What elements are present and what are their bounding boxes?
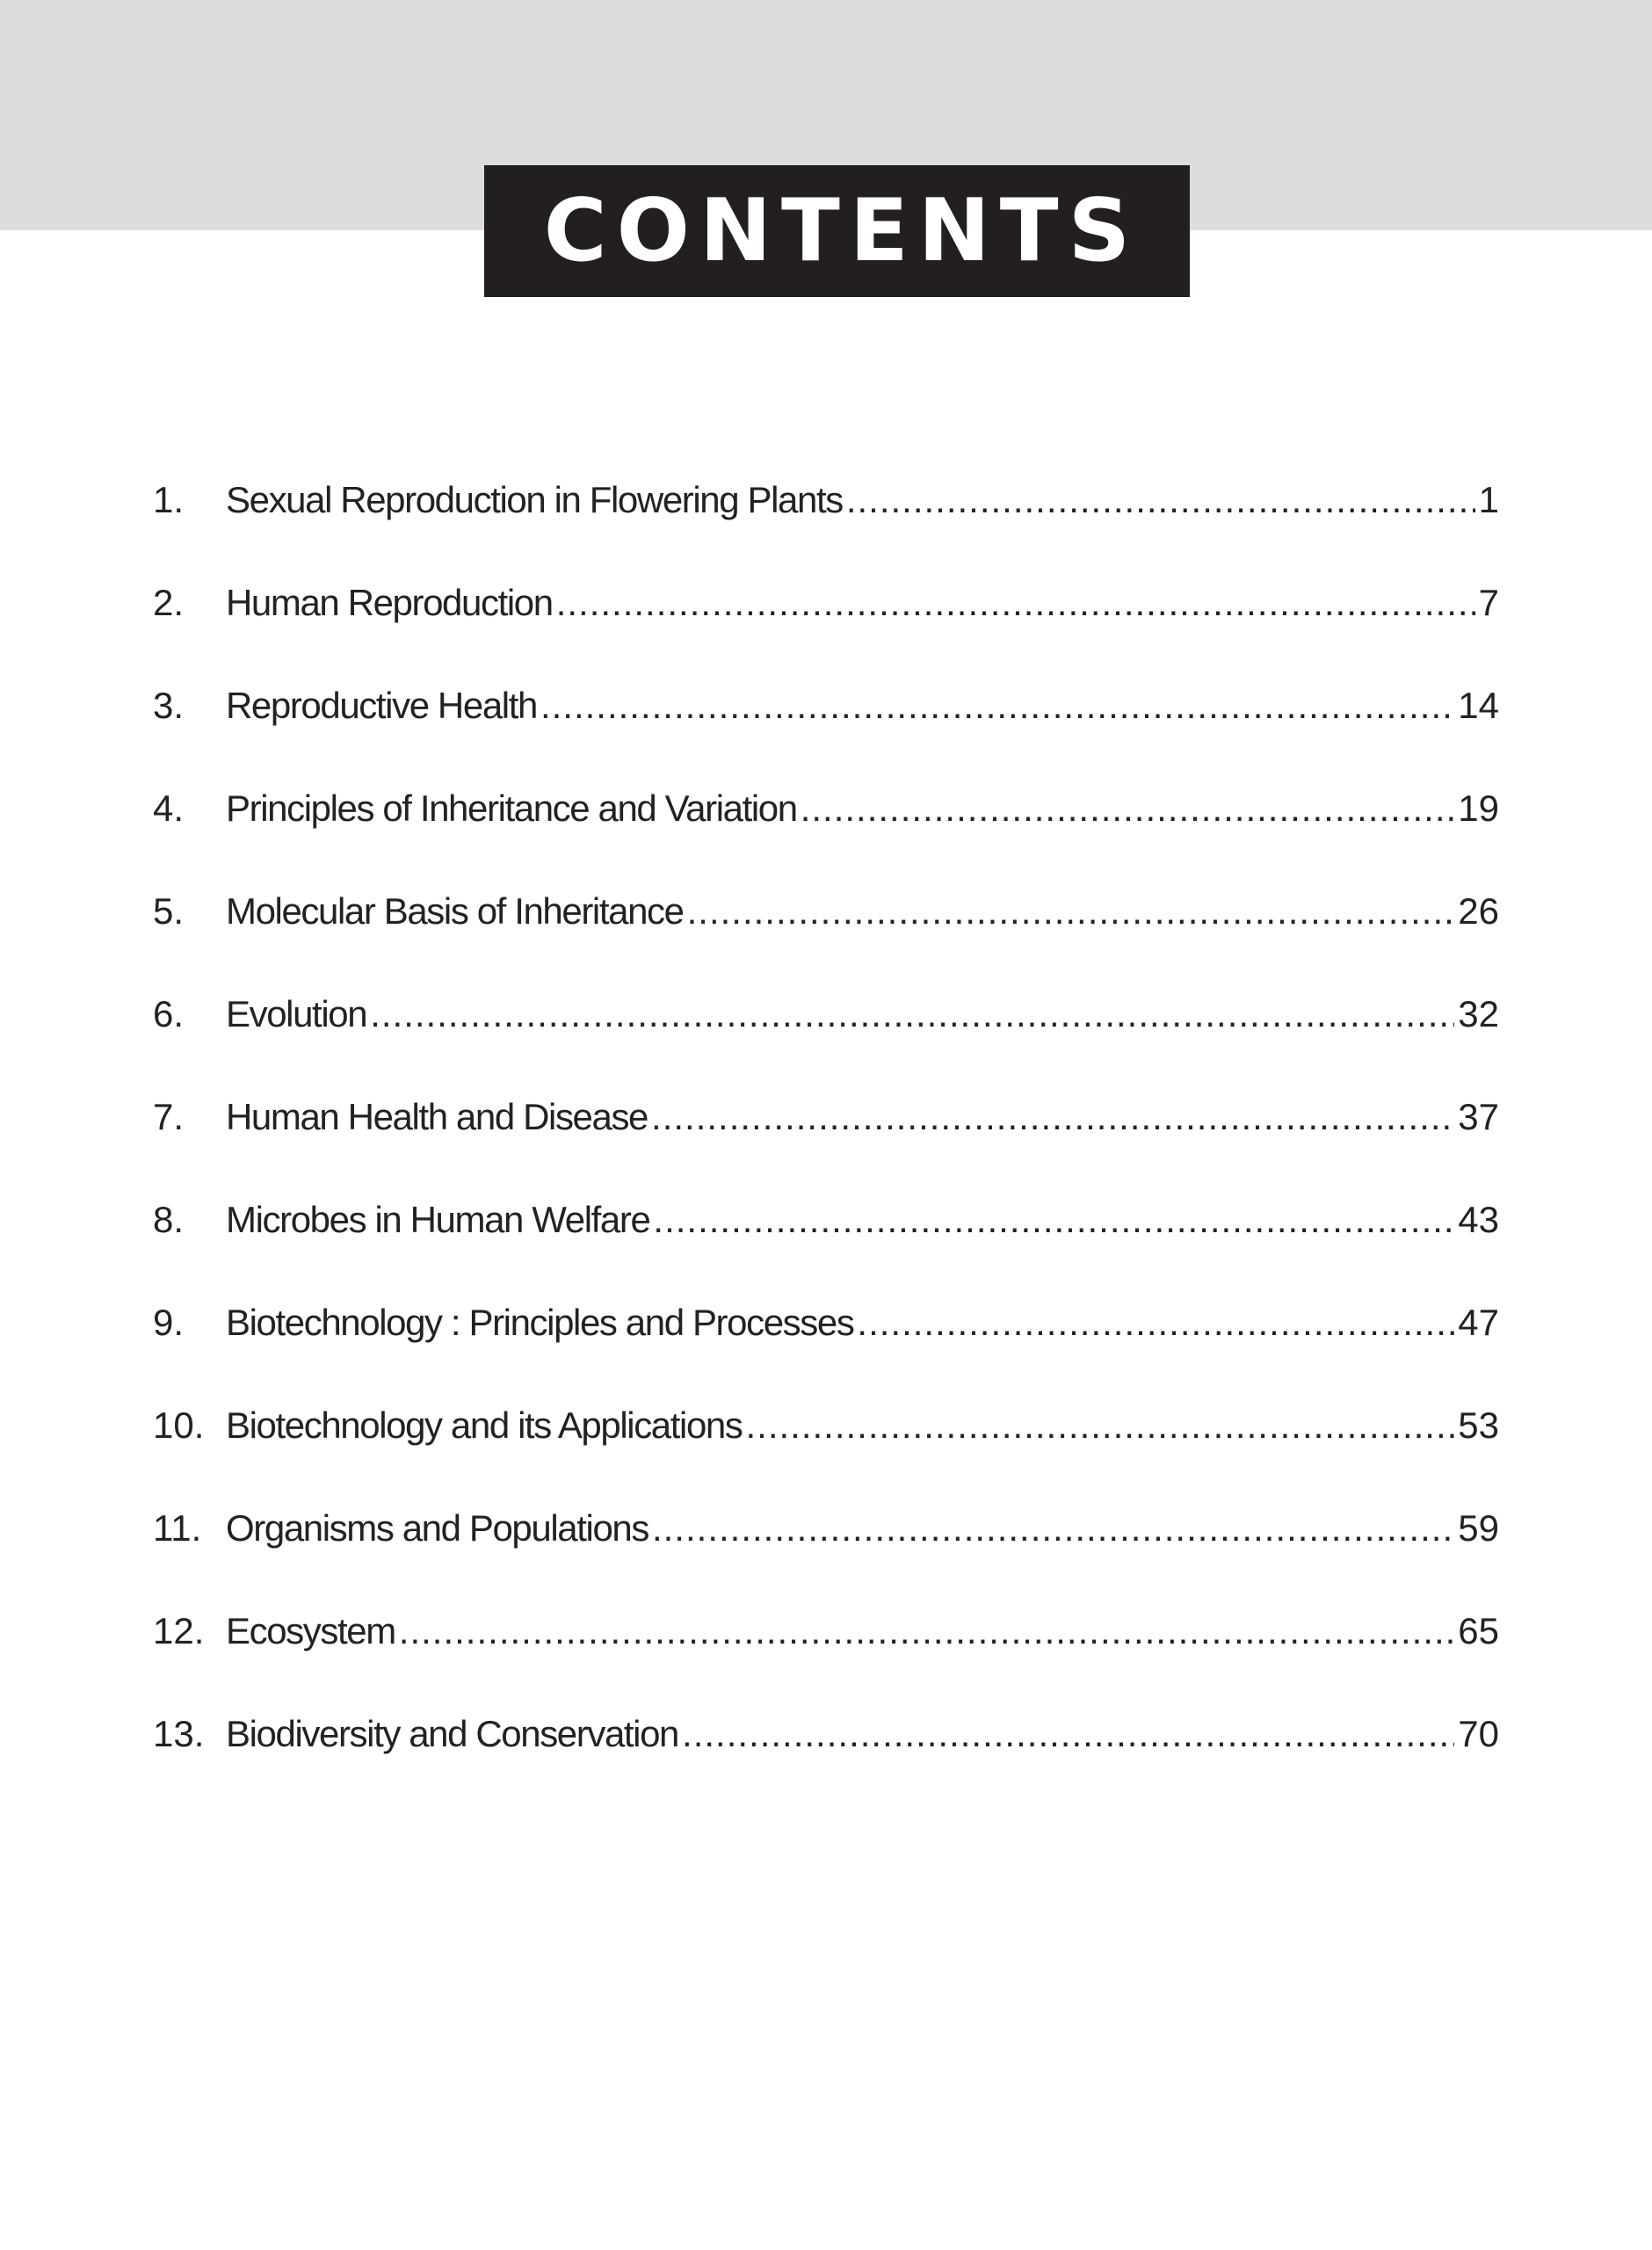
toc-entry-title: Ecosystem xyxy=(226,1609,395,1651)
table-of-contents xyxy=(153,448,1499,1785)
toc-dot-leader xyxy=(801,790,1455,827)
toc-entry-page: 59 xyxy=(1458,1506,1499,1549)
toc-dot-leader xyxy=(556,584,1475,621)
toc-entry-number: 9. xyxy=(153,1301,185,1343)
toc-dot-leader xyxy=(687,893,1455,930)
toc-entry-page: 1 xyxy=(1478,478,1499,520)
toc-entry[interactable] xyxy=(153,1682,1499,1785)
toc-entry-title: Reproductive Health xyxy=(226,684,537,726)
toc-entry-number: 10. xyxy=(153,1404,205,1446)
toc-entry-page: 19 xyxy=(1458,787,1499,829)
toc-entry-number: 12. xyxy=(153,1609,205,1651)
toc-dot-leader xyxy=(370,996,1454,1033)
toc-entry[interactable] xyxy=(153,1271,1499,1374)
toc-entry[interactable] xyxy=(153,860,1499,962)
toc-dot-leader xyxy=(540,687,1454,724)
toc-entry-page: 53 xyxy=(1458,1404,1499,1446)
toc-entry-title: Human Health and Disease xyxy=(226,1095,648,1137)
toc-entry-page: 32 xyxy=(1458,992,1499,1034)
page-title: CONTENTS xyxy=(543,181,1141,281)
toc-entry-number: 8. xyxy=(153,1198,185,1240)
toc-dot-leader xyxy=(682,1716,1454,1753)
toc-entry-title: Molecular Basis of Inheritance xyxy=(226,889,684,932)
toc-dot-leader xyxy=(746,1407,1455,1444)
toc-entry-page: 14 xyxy=(1458,684,1499,726)
toc-dot-leader xyxy=(846,482,1475,519)
toc-entry-number: 6. xyxy=(153,992,185,1034)
toc-entry-number: 3. xyxy=(153,684,185,726)
toc-entry-title: Microbes in Human Welfare xyxy=(226,1198,650,1240)
toc-entry[interactable] xyxy=(153,654,1499,757)
toc-entry[interactable] xyxy=(153,551,1499,654)
toc-entry-title: Sexual Reproduction in Flowering Plants xyxy=(226,478,843,520)
toc-entry-page: 43 xyxy=(1458,1198,1499,1240)
toc-entry-title: Biodiversity and Conservation xyxy=(226,1712,679,1754)
toc-dot-leader xyxy=(857,1304,1454,1341)
toc-entry-number: 2. xyxy=(153,581,185,623)
toc-entry[interactable] xyxy=(153,1168,1499,1271)
toc-entry-title: Human Reproduction xyxy=(226,581,553,623)
toc-entry-number: 4. xyxy=(153,787,185,829)
toc-entry[interactable] xyxy=(153,1579,1499,1682)
toc-entry[interactable] xyxy=(153,1065,1499,1168)
toc-entry[interactable] xyxy=(153,1374,1499,1477)
toc-entry-page: 70 xyxy=(1458,1712,1499,1754)
toc-entry[interactable] xyxy=(153,1477,1499,1579)
toc-entry-title: Evolution xyxy=(226,992,367,1034)
toc-entry-page: 65 xyxy=(1458,1609,1499,1651)
toc-entry-number: 13. xyxy=(153,1712,205,1754)
toc-entry-number: 5. xyxy=(153,889,185,932)
toc-dot-leader xyxy=(399,1613,1454,1650)
toc-entry-number: 1. xyxy=(153,478,185,520)
toc-entry-number: 11. xyxy=(153,1506,202,1549)
toc-entry[interactable] xyxy=(153,448,1499,551)
toc-entry-page: 7 xyxy=(1478,581,1499,623)
toc-entry-title: Organisms and Populations xyxy=(226,1506,648,1549)
toc-entry-page: 37 xyxy=(1458,1095,1499,1137)
toc-entry-page: 26 xyxy=(1458,889,1499,932)
toc-dot-leader xyxy=(651,1099,1454,1136)
toc-entry-number: 7. xyxy=(153,1095,185,1137)
toc-entry-title: Biotechnology : Principles and Processes xyxy=(226,1301,854,1343)
toc-entry-page: 47 xyxy=(1458,1301,1499,1343)
toc-entry-title: Principles of Inheritance and Variation xyxy=(226,787,797,829)
toc-dot-leader xyxy=(653,1201,1454,1238)
toc-entry[interactable] xyxy=(153,757,1499,860)
toc-entry-title: Biotechnology and its Applications xyxy=(226,1404,743,1446)
contents-title-box xyxy=(484,165,1190,297)
toc-entry[interactable] xyxy=(153,962,1499,1065)
toc-dot-leader xyxy=(652,1510,1454,1547)
